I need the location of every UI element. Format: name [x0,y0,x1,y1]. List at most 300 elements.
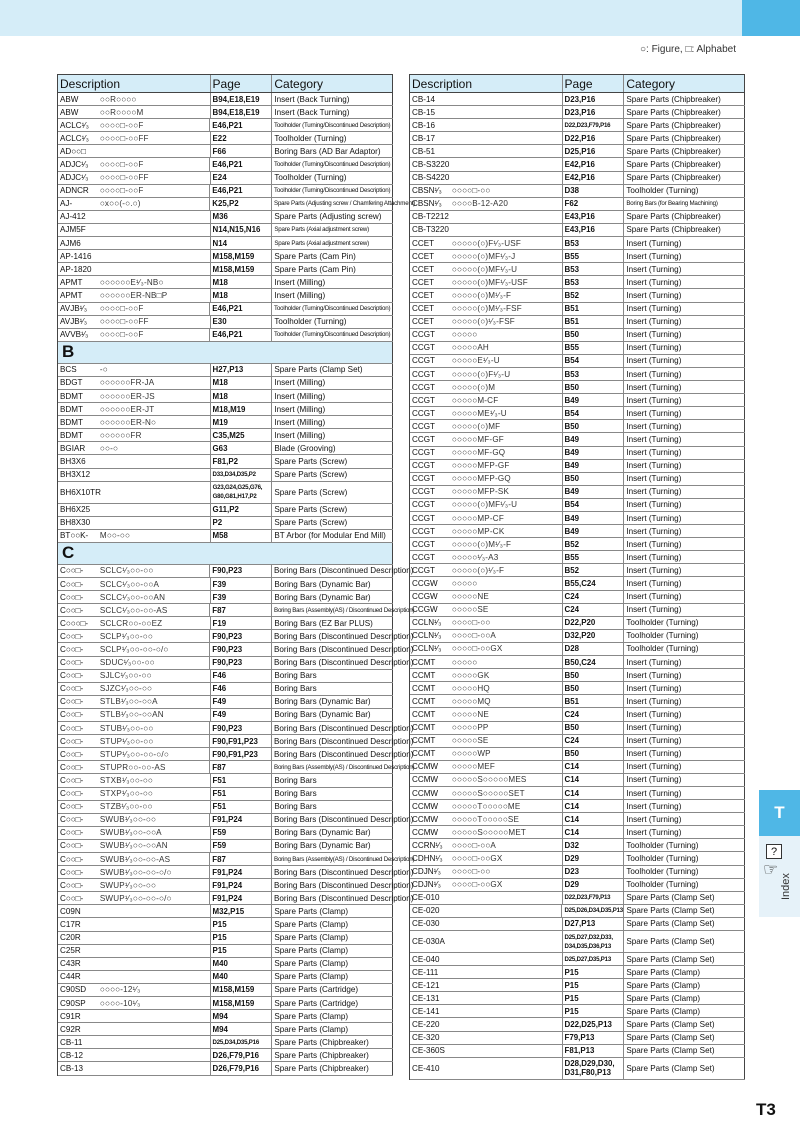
item-category: Toolholder (Turning) [272,316,393,328]
item-page: D33,D34,D35,P2 [211,469,273,481]
item-page: D28 [563,643,625,655]
item-page: F87 [210,761,272,773]
page-number: T3 [756,1100,776,1119]
item-category: Toolholder (Turning) [624,852,745,864]
item-code: C○○□- [60,802,84,812]
table-row [410,93,745,106]
item-category: Spare Parts (Cam Pin) [272,250,393,262]
item-symbol [450,211,563,223]
item-symbol: -○ [98,364,211,376]
item-page: N14,N15,N16 [211,224,273,236]
item-page: B52 [563,289,625,301]
item-symbol: ○x○○(-○.○) [98,198,210,210]
item-symbol: ○○○○○MQ [450,695,563,707]
item-code: BDMT [60,430,83,440]
item-category: Toolholder (Turning) [272,132,393,144]
item-category: Insert (Turning) [624,276,745,288]
item-page: M18 [211,377,273,389]
item-symbol: ○○○○□-○○FF [98,172,211,184]
table-header [58,75,393,93]
item-symbol: ○○○○□-○○FF [98,316,211,328]
item-code: CE-040 [412,954,440,964]
table-row [410,512,745,525]
item-category: Boring Bars [272,788,393,800]
item-code: C20R [60,933,81,943]
item-code: CCGT [412,448,435,458]
item-symbol: ○○○○○T○○○○○SE [450,813,563,825]
table-row [58,303,393,316]
item-symbol [98,482,211,503]
item-code: CCGT [412,461,435,471]
table-row [58,185,393,198]
item-symbol: ○○○○○SE [450,604,563,616]
item-symbol: ○○○○○T○○○○○ME [450,800,563,812]
table-row [58,657,414,670]
item-code: CE-410 [412,1063,440,1073]
item-category: Insert (Back Turning) [272,93,393,105]
item-symbol: ○○○○○○ER-N○ [98,416,211,428]
item-category: Insert (Turning) [624,499,745,511]
item-code: ADJC¹⁄₃ [60,160,89,170]
item-code: CCRN¹⁄₃ [412,840,443,850]
item-page: F90,F91,P23 [210,748,272,760]
item-category: Boring Bars (Discontinued Description) [274,815,414,825]
item-category: Insert (Turning) [624,303,745,315]
item-code: CCGT [412,421,435,431]
table-row [410,145,745,158]
item-symbol [450,93,563,105]
table-row [58,1036,393,1049]
item-code: BDMT [60,391,83,401]
item-category: Spare Parts (Chipbreaker) [272,1036,393,1048]
item-category: Spare Parts (Clamp) [624,1005,745,1017]
table-row [410,722,745,735]
item-code: AVJB¹⁄₃ [60,304,87,314]
item-category: BT Arbor (for Modular End Mill) [272,530,393,542]
item-category: Insert (Turning) [624,800,745,812]
table-row [58,709,393,722]
item-symbol [450,992,563,1004]
item-page: G11,P2 [211,504,273,516]
item-category: Insert (Turning) [624,381,745,393]
item-category: Spare Parts (Clamp Set) [272,364,393,376]
item-category: Insert (Turning) [624,551,745,563]
item-page: M18 [211,390,273,402]
item-symbol: ○○○○○M-CF [450,394,563,406]
item-page: B50 [563,722,625,734]
item-category: Blade (Grooving) [272,442,393,454]
item-symbol: ○○○○□-○○A [450,630,563,642]
item-code: CCGT [412,552,435,562]
item-code: C○○□- [60,605,84,615]
item-category: Spare Parts (Screw) [272,469,393,481]
item-code: CCLN¹⁄₃ [412,618,442,628]
item-page: F91,P24 [210,892,272,904]
item-category: Spare Parts (Chipbreaker) [624,132,745,144]
item-page: M158,M159 [211,997,273,1009]
item-code: C○○□- [60,749,84,759]
table-row [58,316,393,329]
item-category: Boring Bars (Discontinued Description) [274,645,414,655]
table-row [58,918,393,931]
table-row [58,455,393,468]
item-category: Insert (Turning) [624,525,745,537]
item-code: BH6X10TR [60,487,101,497]
item-category: Boring Bars (Assembly(AS) / Discontinued Description) [272,604,393,616]
table-row [58,263,393,276]
table-row [410,774,745,787]
item-symbol: STUP¹⁄₃○○-○○-○/○ [98,748,210,760]
item-symbol: ○○○○○(○)¹⁄₃-F [450,564,563,576]
item-page: D22,D25,P13 [563,1018,625,1030]
item-page: B52 [563,564,625,576]
item-code: C44R [60,972,81,982]
table-row [410,211,745,224]
item-category: Insert (Turning) [624,473,745,485]
item-category: Toolholder (Turning) [624,630,745,642]
table-row [410,224,745,237]
item-code: CCGT [412,474,435,484]
item-category: Boring Bars (Discontinued Description) [274,723,414,733]
item-category: Insert (Turning) [624,355,745,367]
header-category: Category [272,75,393,92]
item-category: Spare Parts (Chipbreaker) [624,211,745,223]
table-row [410,1058,745,1080]
item-page: P2 [211,517,273,529]
item-symbol: SWUB¹⁄₃○○-○○-○/○ [98,866,210,878]
item-page: B53 [563,263,625,275]
item-symbol [450,1058,563,1079]
item-category: Spare Parts (Screw) [272,517,393,529]
item-symbol: ○○○○○○FR-JA [98,377,211,389]
item-category: Spare Parts (Chipbreaker) [624,224,745,236]
table-row [58,158,393,171]
item-code: CCGW [412,592,438,602]
item-category: Insert (Milling) [272,276,393,288]
item-symbol: ○○○○B-12-A20 [450,198,563,210]
table-row [410,708,745,721]
item-symbol: ○○○○○ [450,656,563,668]
item-page: E42,P16 [563,172,625,184]
item-code: C○○□- [60,775,84,785]
item-page: G63 [211,442,273,454]
table-row [58,377,393,390]
item-category: Insert (Turning) [624,407,745,419]
item-page: D23 [563,866,625,878]
section-letter: C [58,543,393,564]
item-page: D28,D29,D30, D31,F80,P13 [563,1058,625,1079]
item-category: Boring Bars (Discontinued Description) [274,631,414,641]
item-code: APMT [60,277,83,287]
item-category: Insert (Turning) [624,564,745,576]
item-category: Boring Bars [272,683,393,695]
item-category: Insert (Milling) [272,377,393,389]
item-page: D29 [563,852,625,864]
item-code: CCGT [412,526,435,536]
item-page: M94 [211,1010,273,1022]
item-page: D26,F79,P16 [211,1062,273,1074]
table-row [410,473,745,486]
item-symbol: SCLP¹⁄₃○○-○○ [98,630,210,642]
item-code: C○○□- [60,736,84,746]
table-row [410,577,745,590]
item-page: D22,D23,F79,P13 [563,892,625,904]
item-code: CE-220 [412,1020,440,1030]
item-page: D38 [563,185,625,197]
item-category: Spare Parts (Screw) [272,504,393,516]
item-symbol: ○○○○○○ER-JS [98,390,211,402]
item-category: Insert (Turning) [624,656,745,668]
index-table-right [409,74,745,1080]
table-row [410,905,745,918]
item-page: F59 [211,827,273,839]
item-category: Spare Parts (Clamp Set) [624,905,745,917]
item-page: P15 [211,918,273,930]
table-row [410,342,745,355]
item-category: Insert (Turning) [624,813,745,825]
item-category: Boring Bars (Discontinued Description) [274,893,414,903]
item-page: B52 [563,538,625,550]
item-symbol: SCLCR○○-○○EZ [98,617,211,629]
item-code: CCMW [412,762,439,772]
item-page: M58 [211,530,273,542]
item-symbol: ○○○○○○ER-NB□P [98,289,211,301]
item-code: CDJN¹⁄₃ [412,880,441,890]
item-code: CB-51 [412,146,435,156]
table-row [58,879,414,892]
item-page: B50 [563,669,625,681]
table-row [410,250,745,263]
item-page: N14 [211,237,273,249]
item-page: E46,P21 [210,119,272,131]
item-symbol: ○○○○○MFP-GF [450,460,563,472]
item-code: C17R [60,919,81,929]
item-symbol [98,918,211,930]
item-page: D23,P16 [563,93,625,105]
item-page: M36 [211,211,273,223]
pointing-hand-icon: ☞ [763,860,779,879]
item-category: Toolholder (Turning) [624,185,745,197]
item-symbol [450,966,563,978]
item-page: P15 [563,992,625,1004]
item-category: Insert (Turning) [624,394,745,406]
item-symbol [98,224,211,236]
section-tab[interactable]: T [759,790,800,836]
item-page: C14 [563,813,625,825]
item-code: C○○□- [60,645,84,655]
item-category: Spare Parts (Clamp Set) [624,931,745,952]
table-row [58,1010,393,1023]
table-row [58,670,393,683]
table-row [58,892,414,905]
table-row [410,839,745,852]
item-category: Boring Bars (Discontinued Description) [274,867,414,877]
item-page: B53 [563,276,625,288]
item-symbol: ○○R○○○○M [98,106,211,118]
item-category: Insert (Turning) [624,512,745,524]
item-page: D22,D23,F79,P16 [563,119,625,131]
item-symbol: ○○○○□-○○A [450,839,563,851]
header-accent [742,0,800,36]
item-page: E22 [211,132,273,144]
item-page: D32,P20 [563,630,625,642]
item-category: Insert (Turning) [624,591,745,603]
table-row [410,669,745,682]
table-row [58,591,393,604]
table-row [58,119,393,132]
item-code: ABW [60,107,79,117]
item-symbol [98,971,211,983]
item-symbol: SWUB¹⁄₃○○-○○AN [98,840,211,852]
item-page: C14 [563,761,625,773]
item-code: C○○□- [60,880,84,890]
table-row [410,433,745,446]
item-page: F90,P23 [210,565,272,577]
item-page: D25,P16 [563,145,625,157]
item-code: CE-320 [412,1033,440,1043]
item-code: CCMT [412,683,436,693]
item-page: B53 [563,368,625,380]
item-page: M94 [211,1023,273,1035]
item-symbol [98,1010,211,1022]
table-row [58,1062,393,1075]
item-symbol [450,106,563,118]
help-icon[interactable]: ? [766,844,782,859]
item-page: B54 [563,355,625,367]
item-code: C○○□- [60,710,84,720]
item-category: Boring Bars (Dynamic Bar) [272,591,393,603]
item-symbol: STXP¹⁄₃○○-○○ [98,788,211,800]
item-code: CCGT [412,343,435,353]
item-symbol: ○○○○○¹⁄₃-A3 [450,551,563,563]
table-row [410,591,745,604]
item-code: C○○□- [60,723,84,733]
item-code: CCGT [412,369,435,379]
item-page: F39 [211,578,273,590]
table-row [58,1023,393,1036]
table-row [410,953,745,966]
item-symbol: ○○○○○(○)MF¹⁄₃-U [450,263,563,275]
item-category: Toolholder (Turning/Discontinued Description) [272,119,393,131]
item-symbol: SJLC¹⁄₃○○-○○ [98,670,211,682]
item-symbol: ○○○○○S○○○○○MET [450,826,563,838]
item-code: ADNCR [60,186,89,196]
table-row [58,390,393,403]
item-page: B50 [563,420,625,432]
item-code: CCMT [412,696,436,706]
item-symbol: ○○○○○MF-GF [450,433,563,445]
table-row [410,735,745,748]
table-row [410,355,745,368]
item-category: Insert (Turning) [624,826,745,838]
item-code: BH8X30 [60,518,91,528]
item-page: F87 [210,604,272,616]
table-row [410,866,745,879]
item-code: C○○□- [60,658,84,668]
table-row [58,237,393,250]
item-category: Boring Bars (AD Bar Adaptor) [272,145,393,157]
item-symbol: ○○○○□-○○F [98,303,210,315]
item-code: AP-1820 [60,264,92,274]
item-category: Insert (Turning) [624,787,745,799]
item-page: B50 [563,473,625,485]
item-category: Insert (Turning) [624,486,745,498]
item-category: Spare Parts (Chipbreaker) [272,1049,393,1061]
item-page: D27,P13 [563,918,625,930]
item-symbol [98,517,211,529]
item-category: Boring Bars [272,801,393,813]
section-header [58,543,393,565]
item-symbol [98,455,211,467]
item-page: P15 [211,932,273,944]
item-page: B53 [563,237,625,249]
item-category: Spare Parts (Adjusting screw) [272,211,393,223]
table-row [58,945,393,958]
item-page: B94,E18,E19 [211,106,273,118]
item-category: Boring Bars (Discontinued Description) [274,658,414,668]
table-row [58,774,393,787]
index-label: Index [780,873,792,900]
item-symbol: ○○○○-12¹⁄₃ [98,984,211,996]
item-category: Boring Bars (Assembly(AS) / Discontinued Description) [272,761,393,773]
item-symbol [450,1018,563,1030]
table-row [58,429,393,442]
item-category: Spare Parts (Clamp Set) [624,1018,745,1030]
table-row [410,420,745,433]
item-page: E43,P16 [563,224,625,236]
header-description: Description [410,75,563,92]
item-code: C○○□- [60,762,84,772]
item-page: B54 [563,407,625,419]
table-row [58,735,414,748]
item-code: CCET [412,264,435,274]
item-category: Spare Parts (Screw) [272,482,393,503]
item-code: CE-111 [412,967,439,977]
table-row [410,617,745,630]
item-category: Spare Parts (Cartridge) [272,984,393,996]
item-page: M158,M159 [211,984,273,996]
item-category: Insert (Turning) [624,433,745,445]
table-row [58,482,393,504]
item-page: F66 [211,145,273,157]
item-page: E46,P21 [210,329,272,341]
item-symbol [98,211,211,223]
item-page: E43,P16 [563,211,625,223]
item-code: ABW [60,94,79,104]
item-category: Insert (Turning) [624,368,745,380]
item-category: Insert (Turning) [624,538,745,550]
item-page: F87 [210,853,272,865]
item-symbol: STZB¹⁄₃○○-○○ [98,801,211,813]
table-row [410,892,745,905]
table-row [58,971,393,984]
item-symbol: SCLC¹⁄₃○○-○○A [98,578,211,590]
item-symbol: ○○○○○PP [450,722,563,734]
item-code: CDHN¹⁄₃ [412,853,443,863]
item-page: E30 [211,316,273,328]
item-code: CBSN¹⁄₃ [412,199,442,209]
item-category: Spare Parts (Chipbreaker) [624,93,745,105]
item-symbol: ○○○○○(○)MF¹⁄₃-U [450,499,563,511]
table-row [410,979,745,992]
item-symbol: ○○○○○MP-CK [450,525,563,537]
item-page: F49 [211,696,273,708]
item-category: Boring Bars [272,670,393,682]
item-page: D32 [563,839,625,851]
item-symbol: SCLP¹⁄₃○○-○○-○/○ [98,643,210,655]
item-category: Toolholder (Turning/Discontinued Description) [272,303,393,315]
item-category: Insert (Turning) [624,735,745,747]
